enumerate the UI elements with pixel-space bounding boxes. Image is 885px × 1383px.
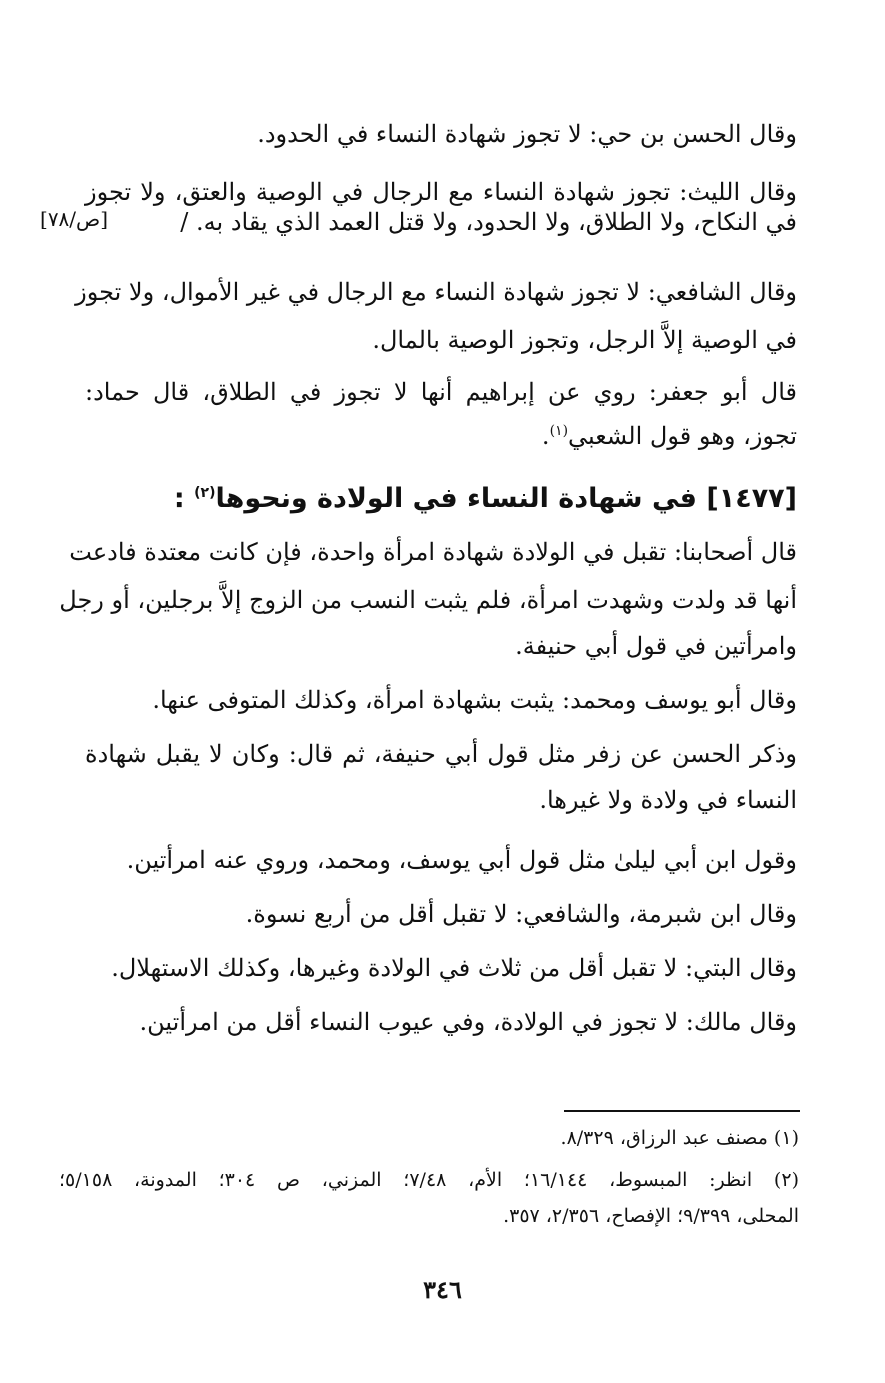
footnote-separator <box>564 1110 800 1112</box>
margin-page-reference: [ص/٧٨] <box>40 207 109 231</box>
text-line-5: في الوصية إلاَّ الرجل، وتجوز الوصية بالمال. <box>372 326 797 354</box>
footnote-ref-2: (٢) <box>194 485 216 501</box>
page-number: ٣٤٦ <box>423 1275 462 1304</box>
section-heading-colon: : <box>173 483 185 514</box>
text-line-7 <box>85 420 797 452</box>
text-line-16: وقال البتي: لا تقبل أقل من ثلاث في الولادة وغيرها، وكذلك الاستهلال. <box>111 954 797 982</box>
section-heading-text: [١٤٧٧] في شهادة النساء في الولادة ونحوها <box>215 483 797 514</box>
text-line-4: وقال الشافعي: لا تجوز شهادة النساء مع الرجال في غير الأموال، ولا تجوز <box>75 278 797 306</box>
text-line-6: قال أبو جعفر: روي عن إبراهيم أنها لا تجوز في الطلاق، قال حماد: <box>85 378 797 406</box>
text-line-14: وقول ابن أبي ليلىٰ مثل قول أبي يوسف، ومحمد، وروي عنه امرأتين. <box>126 846 797 874</box>
text-line-7-period: . <box>541 422 550 450</box>
text-line-2: وقال الليث: تجوز شهادة النساء مع الرجال في الوصية والعتق، ولا تجوز <box>85 178 797 206</box>
text-line-1: وقال الحسن بن حي: لا تجوز شهادة النساء في الحدود. <box>257 120 797 148</box>
text-line-10: وامرأتين في قول أبي حنيفة. <box>515 632 797 660</box>
text-line-11: وقال أبو يوسف ومحمد: يثبت بشهادة امرأة، وكذلك المتوفى عنها. <box>152 686 797 714</box>
text-line-15: وقال ابن شبرمة، والشافعي: لا تقبل أقل من أربع نسوة. <box>245 900 797 928</box>
footnote-2: (٢) انظر: المبسوط، ١٦/١٤٤؛ الأم، ٧/٤٨؛ المزني، ص ٣٠٤؛ المدونة، ٥/١٥٨؛ <box>59 1169 799 1191</box>
text-line-7-text: تجوز، وهو قول الشعبي <box>568 422 797 450</box>
text-line-3: في النكاح، ولا الطلاق، ولا الحدود، ولا قتل العمد الذي يقاد به. / <box>180 208 797 236</box>
text-line-8: قال أصحابنا: تقبل في الولادة شهادة امرأة واحدة، فإن كانت معتدة فادعت <box>69 538 797 566</box>
footnote-ref-1: (١) <box>549 423 569 439</box>
section-heading <box>85 480 797 518</box>
footnote-1: (١) مصنف عبد الرزاق، ٨/٣٢٩. <box>560 1127 799 1149</box>
text-line-13: النساء في ولادة ولا غيرها. <box>539 786 797 814</box>
footnote-2-continued: المحلى، ٩/٣٩٩؛ الإفصاح، ٢/٣٥٦، ٣٥٧. <box>503 1205 799 1227</box>
text-line-12: وذكر الحسن عن زفر مثل قول أبي حنيفة، ثم قال: وكان لا يقبل شهادة <box>85 740 797 768</box>
text-line-17: وقال مالك: لا تجوز في الولادة، وفي عيوب النساء أقل من امرأتين. <box>139 1008 797 1036</box>
text-line-9: أنها قد ولدت وشهدت امرأة، فلم يثبت النسب من الزوج إلاَّ برجلين، أو رجل <box>59 586 797 614</box>
